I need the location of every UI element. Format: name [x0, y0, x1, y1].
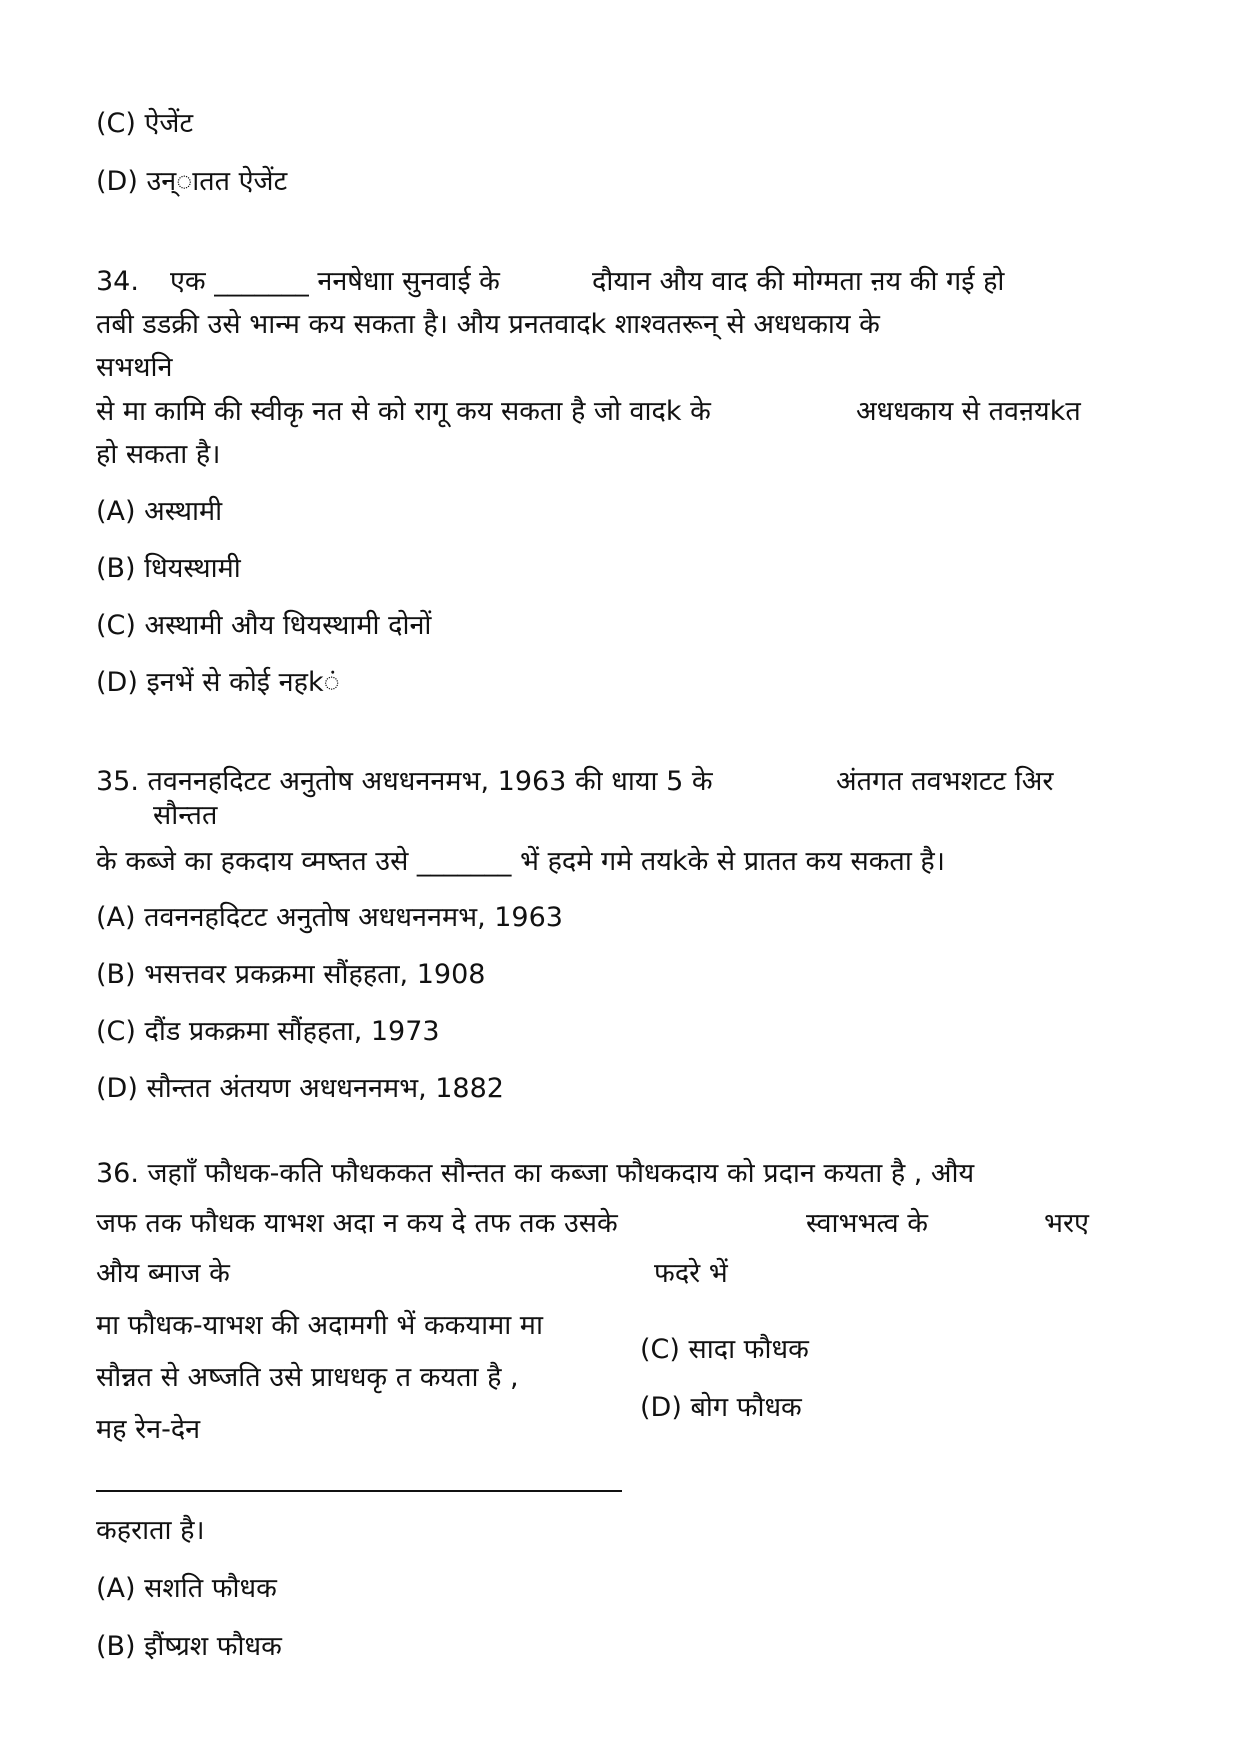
q34-text-line4b: अधधकाय से तवऩयkत	[856, 396, 1081, 427]
q36-text-line2c: भरए	[1044, 1208, 1089, 1239]
q34-option-b: (B) धियस्थामी	[96, 553, 241, 584]
q33-option-c: (C) ऐजेंट	[96, 108, 194, 139]
answer-blank-line	[96, 1490, 622, 1492]
q34-text-line1a: एक _______ ननषेधाा सुनवाई के	[170, 266, 500, 297]
q35-option-a: (A) तवननहदिटट अनुतोष अधधननमभ, 1963	[96, 902, 563, 933]
q36-text-tail: कहराता है।	[96, 1515, 205, 1546]
q34-text-line5: हो सकता है।	[96, 439, 221, 470]
q36-option-c: (C) सादा फौधक	[640, 1334, 809, 1365]
q35-option-d: (D) सौन्तत अंतयण अधधननमभ, 1882	[96, 1073, 504, 1104]
q35-option-c: (C) दौंड प्रकक्रमा सौंहहता, 1973	[96, 1016, 440, 1047]
q34-number: 34.	[96, 266, 139, 297]
q36-left-line1: मा फौधक-याभश की अदामगी भें ककयामा मा	[96, 1310, 543, 1341]
q35-option-b: (B) भसत्तवर प्रकक्रमा सौंहहता, 1908	[96, 959, 486, 990]
q36-left-line2: सौन्नत से अष्जति उसे प्राधधकृ त कयता है ,	[96, 1362, 519, 1393]
q35-text-line1a: 35. तवननहदिटट अनुतोष अधधननमभ, 1963 की धाया 5 के	[96, 766, 713, 797]
q36-text-line1: 36. जहााँ फौधक-कति फौधककत सौन्तत का कब्जा फौधकदाय को प्रदान कयता है , औय	[96, 1158, 975, 1189]
q36-option-a: (A) सशति फौधक	[96, 1573, 277, 1604]
q34-option-c: (C) अस्थामी औय धियस्थामी दोनों	[96, 610, 432, 641]
q34-text-line4a: से मा कामि की स्वीकृ नत से को रागू कय सकता है जो वादk के	[96, 396, 711, 427]
q36-left-line3: मह रेन-देन	[96, 1414, 201, 1445]
q35-text-line1b: अंतगत तवभशटट अिर	[836, 766, 1054, 797]
q36-text-line3b: फदरे भें	[654, 1258, 728, 1289]
q36-option-b: (B) इौंष्ग्रश फौधक	[96, 1631, 282, 1662]
q36-text-line2b: स्वाभभत्व के	[806, 1208, 928, 1239]
q36-text-line3a: औय ब्माज के	[96, 1258, 230, 1289]
q36-text-line2a: जफ तक फौधक याभश अदा न कय दे तफ तक उसके	[96, 1208, 618, 1239]
q34-text-line2: तबी डडक्री उसे भान्म कय सकता है। औय प्रनतवादk शाश्वतरून् से अधधकाय के	[96, 309, 880, 340]
q34-option-a: (A) अस्थामी	[96, 496, 223, 527]
q36-option-d: (D) बोग फौधक	[640, 1392, 802, 1423]
q34-option-d: (D) इनभें से कोई नहkं	[96, 667, 340, 698]
q33-option-d: (D) उन्ातत ऐजेंट	[96, 166, 288, 197]
q34-text-line3: सभथनि	[96, 352, 173, 383]
q34-text-line1b: दौयान औय वाद की मोग्मता ऩय की गई हो	[592, 266, 1005, 297]
q35-text-line2: सौन्तत	[153, 800, 218, 831]
q35-text-line3: के कब्जे का हकदाय व्मष्तत उसे _______ भें हदमे गमे तयkके से प्रातत कय सकता है।	[96, 846, 945, 877]
